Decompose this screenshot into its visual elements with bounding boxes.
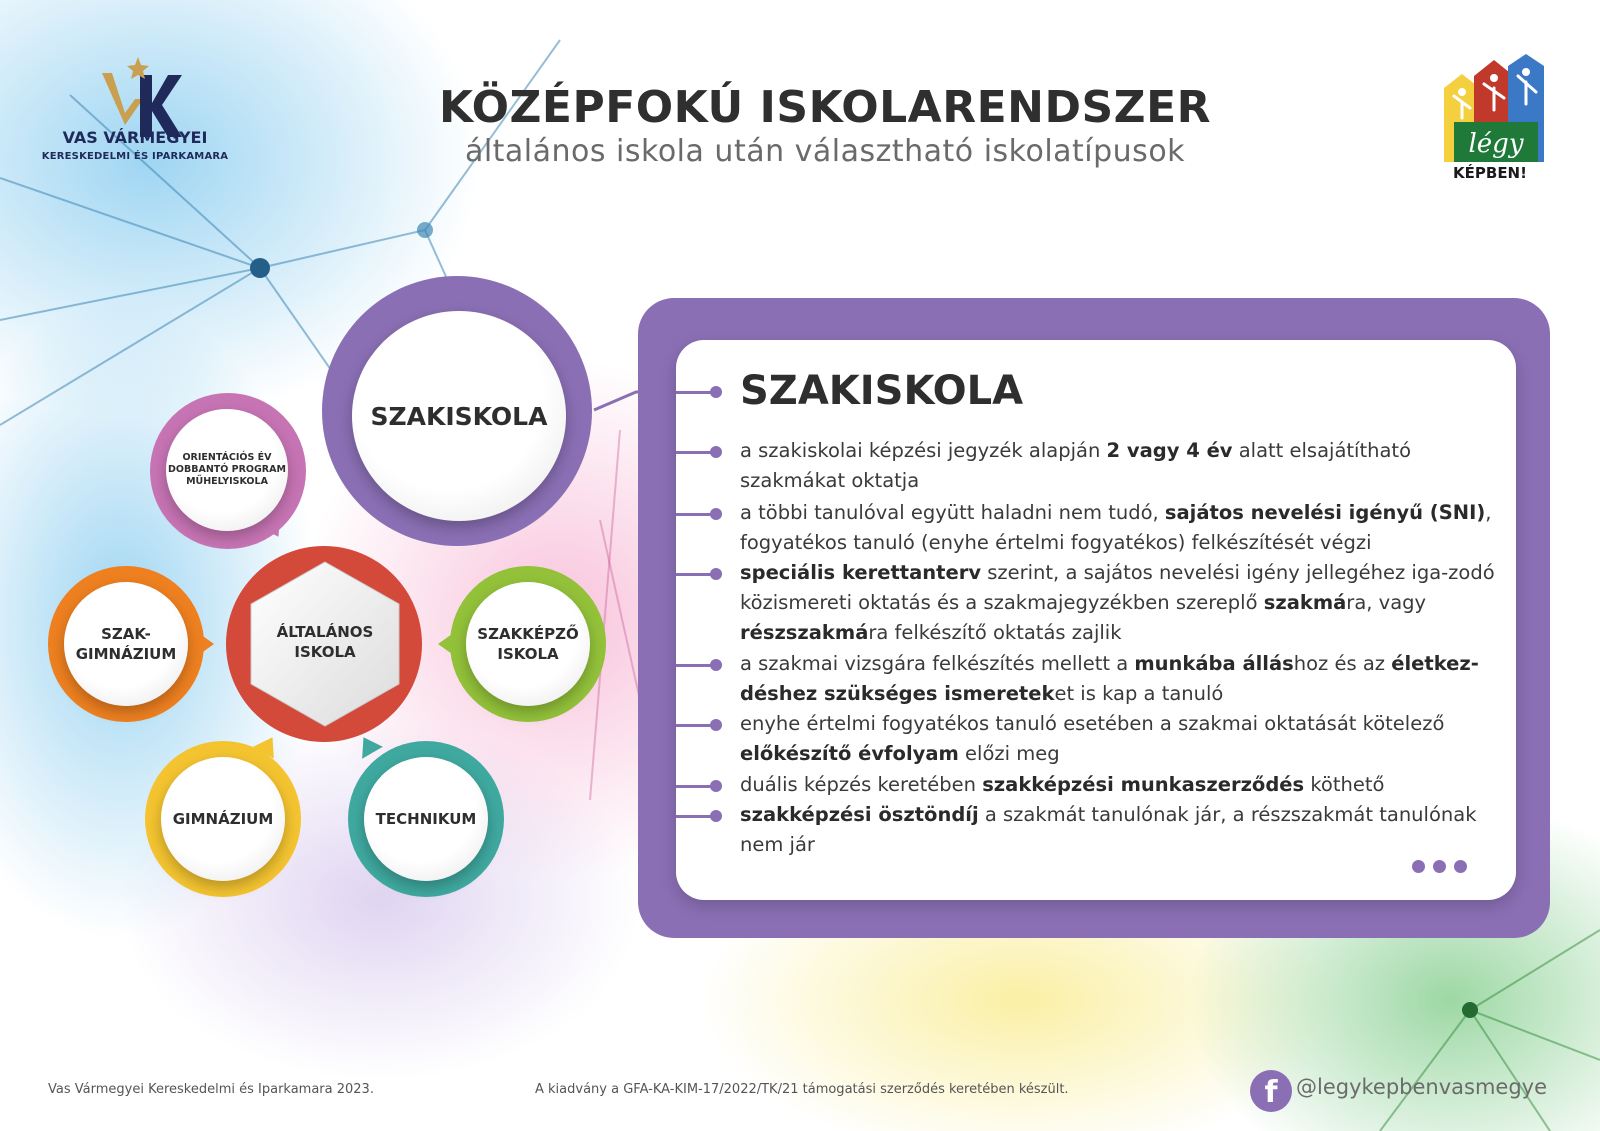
list-item-1: a szakiskolai képzési jegyzék alapján 2 vagy 4 év alatt elsajátítható szakmákat oktatja xyxy=(740,439,1412,492)
bullet-dot xyxy=(710,719,722,731)
szakkepzo-label-2: ISKOLA xyxy=(497,645,559,663)
bullet-line xyxy=(676,785,714,788)
general-school-label-1: ÁLTALÁNOS xyxy=(276,623,374,641)
panel-title: SZAKISKOLA xyxy=(740,368,1024,414)
szakgimnazium-label-2: GIMNÁZIUM xyxy=(75,645,177,663)
footer-copyright: Vas Vármegyei Kereskedelmi és Iparkamara 2023. xyxy=(48,1082,374,1097)
szakgimnazium-ring-tail xyxy=(200,634,214,654)
szakgimnazium-label-1: SZAK- xyxy=(101,625,151,643)
technikum-circle[interactable] xyxy=(364,757,488,881)
szakkepzo-circle[interactable] xyxy=(466,582,590,706)
orientation-circle[interactable] xyxy=(166,409,288,531)
gimnazium-label: GIMNÁZIUM xyxy=(172,810,274,828)
footer-grant-note: A kiadvány a GFA-KA-KIM-17/2022/TK/21 támogatási szerződés keretében készült. xyxy=(535,1082,1069,1097)
bullet-line xyxy=(676,724,714,727)
facebook-icon[interactable]: f xyxy=(1250,1070,1292,1112)
orientation-label-3: MŰHELYISKOLA xyxy=(186,476,268,487)
bullet-dot xyxy=(710,446,722,458)
svg-text:légy: légy xyxy=(1468,129,1524,159)
chamber-subtitle: KERESKEDELMI ÉS IPARKAMARA xyxy=(41,151,229,162)
bullet-line xyxy=(676,573,714,576)
orientation-label-2: DOBBANTÓ PROGRAM xyxy=(168,464,286,475)
list-item-6: duális képzés keretében szakképzési munkaszerződés köthető xyxy=(740,773,1385,796)
main-circle[interactable] xyxy=(352,311,566,521)
bullet-dot xyxy=(710,810,722,822)
bullet-line xyxy=(676,451,714,454)
gimnazium-circle[interactable] xyxy=(161,757,285,881)
orientation-label-1: ORIENTÁCIÓS ÉV xyxy=(182,452,272,463)
title-bullet-dot xyxy=(710,386,722,398)
chamber-name: VAS VÁRMEGYEI xyxy=(62,128,208,147)
title-bullet-line xyxy=(676,391,714,394)
bullet-line xyxy=(676,815,714,818)
page-title: KÖZÉPFOKÚ ISKOLARENDSZER xyxy=(438,82,1212,133)
bullet-dot xyxy=(710,780,722,792)
list-item-5: enyhe értelmi fogyatékos tanuló esetében a szakmai oktatását kötelező előkészítő évfolyam előzi meg xyxy=(740,712,1445,765)
general-school-label[interactable] xyxy=(247,622,403,662)
more-dots-icon xyxy=(1404,858,1467,877)
list-item-3: speciális kerettanterv szerint, a sajátos nevelési igény jellegéhez iga-zodó közismereti oktatás és a szakmajegyzékben szereplő szakmára, vagy részszakmára felkészítő oktatás zajlik xyxy=(740,561,1495,644)
szakgimnazium-circle[interactable] xyxy=(64,582,188,706)
bullet-line xyxy=(676,664,714,667)
page-subtitle: általános iskola után választható iskolatípusok xyxy=(464,134,1186,169)
general-school-label-2: ISKOLA xyxy=(294,643,356,661)
list-item-7: szakképzési ösztöndíj a szakmát tanulónak jár, a részszakmát tanulónak nem jár xyxy=(740,803,1477,856)
bullet-dot xyxy=(710,508,722,520)
szakkepzo-label-1: SZAKKÉPZŐ xyxy=(477,625,579,643)
main-circle-label: SZAKISKOLA xyxy=(370,401,548,431)
bullet-line xyxy=(676,513,714,516)
technikum-label: TECHNIKUM xyxy=(375,810,477,828)
legy-kepben-text: KÉPBEN! xyxy=(1453,164,1527,182)
bullet-dot xyxy=(710,568,722,580)
facebook-handle[interactable]: @legykepbenvasmegye xyxy=(1296,1075,1548,1099)
szakkepzo-ring-tail xyxy=(438,634,452,654)
bullet-dot xyxy=(710,659,722,671)
list-item-4: a szakmai vizsgára felkészítés mellett a munkába álláshoz és az életkez-déshez szükséges ismereteket is kap a tanuló xyxy=(740,652,1479,705)
list-item-2: a többi tanulóval együtt haladni nem tudó, sajátos nevelési igényű (SNI), fogyatékos tanuló (enyhe értelmi fogyatékos) felkészítését végzi xyxy=(740,501,1492,554)
